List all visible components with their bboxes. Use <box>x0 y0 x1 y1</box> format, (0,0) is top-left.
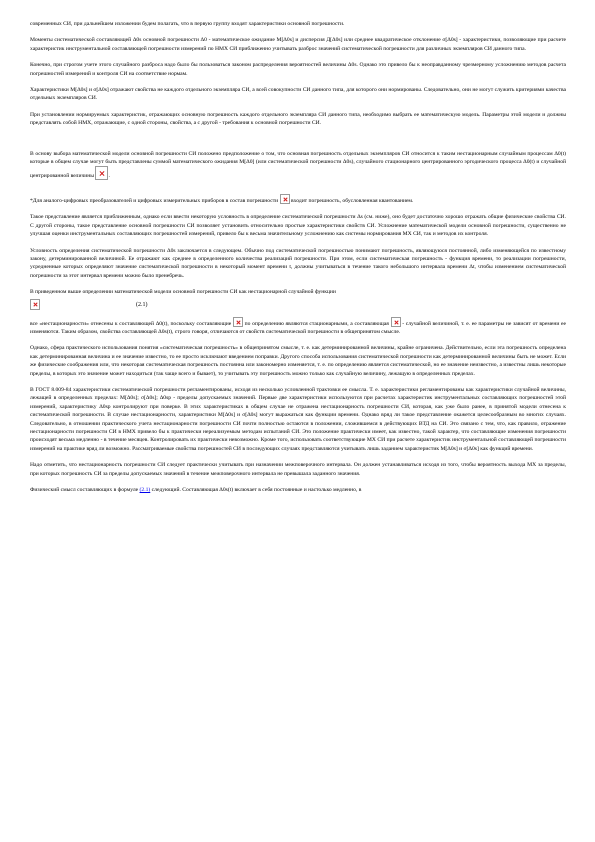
broken-image-icon <box>280 194 290 204</box>
formula-link[interactable]: (2.1) <box>139 487 151 494</box>
footnote-text: входит погрешность, обусловленная квантованием. <box>290 197 414 204</box>
broken-image-icon <box>391 317 401 327</box>
paragraph-text: следующий. Составляющая Δ0s(t) включает в себя постоянные и настолько медленно, в <box>151 487 362 494</box>
paragraph: Характеристики М[Δ0s] и σ[Δ0s] отражают свойства не каждого отдельного экземпляра СИ, а всей совокупности СИ данного типа, для которого они нормированы. Следовательно, они не могут служить критериями качества отдельных экземпляров СИ. <box>30 87 566 102</box>
paragraph: Однако, сфера практического использования понятия «систематическая погрешность» в общепринятом смысле, т. е. как детерминированной величины, крайне ограничена. Действительно, если эта погрешность определена как детерминированная величина и ее значение известно, то ее просто исключают введением поправки. Другого способа использования систематической погрешности как детерминированной величины быть не может. Если же физические соображения или, что некоторая систематическая погрешность постоянна или закономерно изменяется, т. е. по определению является систематической, но ее значение неизвестно, а известны лишь некоторые пределы, в которых это значение может находиться (так чаще всего и бывает), то учитывать эту погрешность можно только как случайную величину, лежащую в определенных пределах. <box>30 345 566 377</box>
paragraph: В ГОСТ 8.009-84 характеристики систематической погрешности регламентированы, исходя из несколько условленной трактовки ее смысла. Т. е. характеристики регламентированы как характеристики случайной величины, лежащей в определенных пределах: М[Δ0s]; σ[Δ0s]; Δ0sp - пределы допускаемых значений. Первые две характеристики используются при расчетах характеристик инструментальных составляющих погрешностей этой измерений, характеристику Δ0sp контролируют при поверке. В этих характеристиках в общем случае не отражена нестационарность погрешности СИ, которая, как уже было ранее, в принятой модели отнесена к систематической погрешности. В случае нестационарности, характеристики М[Δ0s] и σ[Δ0s] могут выражаться как функции времени. Однако вряд ли такое представление окажется целесообразным во многих случаях. Следовательно, в отношении практического учета нестационарности погрешности СИ почти полностью остаются в положении, сложившемся в действующих ВТД на СИ. Это связано с тем, что, как правило, отражение нестационарности погрешности СИ в НМХ привело бы к практически нереализуемым методам испытаний СИ. Это положение практически имеет, как известно, такой характер, что составляющие изменения погрешности происходят весьма медленно - в течение месяцев. Контролировать их практически невозможно. Кроме того, использовать соответствующие МХ СИ при расчете характеристик инструментальной составляющей погрешности измерений на практике вряд ли возможно. Рассматриваемые свойства погрешностей СИ в последующих случаях представляются учитывать лишь заданием характеристик М[Δ0s] и σ[Δ0s] как функций времени. <box>30 386 566 452</box>
paragraph: При установлении нормируемых характеристик, отражающих основную погрешность каждого отдельного экземпляра СИ данного типа, необходимо выбрать ее математическую модель. Параметры этой модели и должны представлять собой НМХ, отражающие, с одной стороны, свойства, а с другой - требования к основной погрешности СИ. <box>30 111 566 127</box>
document-page <box>30 0 566 494</box>
paragraph-text: - случайной величиной, т. е. ее параметры не зависят от времени ее изменяются. Таким образом, свойства составляющей Δ0s(t), строго говоря, отличаются от свойств систематической погрешности в общепринятом смысле. <box>30 320 566 335</box>
paragraph-text: Физический смысл составляющих в формуле <box>30 487 139 494</box>
paragraph: Такое представление является приближенным, однако если ввести некоторую условность в определение систематической погрешности Δs (см. ниже), оно будет достаточно хорошо отражать общие физические свойства СИ. С другой стороны, такое представление основной погрешности СИ позволяет установить относительно простые характеристики свойств СИ. Усложнение математической модели основной погрешности, существенно не улучшая оценки инструментальных составляющих погрешностей измерений, привело бы к весьма значительному усложнению как системы нормирования МХ СИ, так и методов их контроля. <box>30 214 566 238</box>
paragraph-text: по определению являются стационарными, а составляющая <box>244 320 389 327</box>
equation-number: (2.1) <box>136 301 148 308</box>
footnote <box>30 194 566 205</box>
formula-line <box>30 297 566 317</box>
paragraph: Надо отметить, что нестационарность погрешности СИ следует практически учитывать при назначении межповерочного интервала. Он должен устанавливаться исходя из того, чтобы вероятность выхода МХ за пределы, при которых погрешность СИ за пределы допускаемых значений в течение межповерочного интервала не превышала заданного значения. <box>30 462 566 477</box>
footnote-text: *Для аналого-цифровых преобразователей и цифровых измерительных приборов в состав погрешности <box>30 197 279 204</box>
paragraph <box>30 317 566 337</box>
paragraph-text: В основу выбора математической модели основной погрешности СИ положено предположение о том, что основная погрешность отдельных экземпляров СИ относится к таким нестационарным случайным процессам Δ0(t) которые в общем случае могут быть представлены суммой математического ожидания М[Δ0] (или систематической погрешности Δ0s), случайного стационарного центрированного эргодического процесса Δ0(t) и случайной центрированной величины <box>30 150 566 180</box>
paragraph: Моменты систематической составляющей Δ0s основной погрешности Δ0 - математическое ожидание М[Δ0s] и дисперсия Д[Δ0s] или среднее квадратическое отклонение σ[Δ0s] - характеристики, позволяющие при расчете характеристик инструментальной составляющей погрешности измерений по НМХ СИ приближенно учитывать разброс значений систематической погрешности для различных экземпляров СИ данного типа. <box>30 37 566 52</box>
paragraph-text: все «нестационарности» отнесены к составляющей Δ0(t), поскольку составляющие <box>30 320 232 327</box>
paragraph: В основу выбора математической модели основной погрешности СИ положено предположение о том, что основная погрешность отдельных экземпляров СИ относится к таким нестационарным случайным процессам Δ0(t) которые в общем случае могут быть представлены суммой математического ожидания М[Δ0] (или систематической погрешности Δ0s), случайного стационарного центрированного эргодического процесса Δ0(t) и случайной центрированной величины . <box>30 150 566 180</box>
broken-image-icon <box>233 317 243 327</box>
paragraph: В приведенном выше определении математической модели основной погрешности СИ как нестационарной случайной функции <box>30 289 336 296</box>
paragraph: современных СИ, при дальнейшем изложении будем полагать, что в первую группу входят характеристики основной погрешности. <box>30 21 345 27</box>
broken-image-icon <box>95 166 108 180</box>
broken-image-icon <box>30 299 40 310</box>
paragraph <box>30 486 566 494</box>
paragraph: Конечно, при строгом учете этого случайного разброса надо было бы пользоваться законом распределения вероятностей величины Δ0s. Однако это привело бы к неоправданному чрезмерному усложнению методов расчета погрешностей измерений и контроля СИ на соответствие нормам. <box>30 62 566 77</box>
paragraph: Условность определения систематической погрешности Δ0s заключается в следующем. Обычно под систематической погрешностью понимают погрешность, являющуюся постоянной, либо изменяющейся по известному закону, детерминированной величиной. Ее отражают как среднее в определенного количества реализаций погрешности. При этом, если систематическая погрешность - функция времени, то реализации погрешности, усредненные которых определяют значение систематической погрешности в некоторый момент времени t, должны учитываться в течение такого небольшого интервала времени Δt, чтобы изменением систематической погрешности за этот интервал времени можно было пренебречь. <box>30 247 566 279</box>
